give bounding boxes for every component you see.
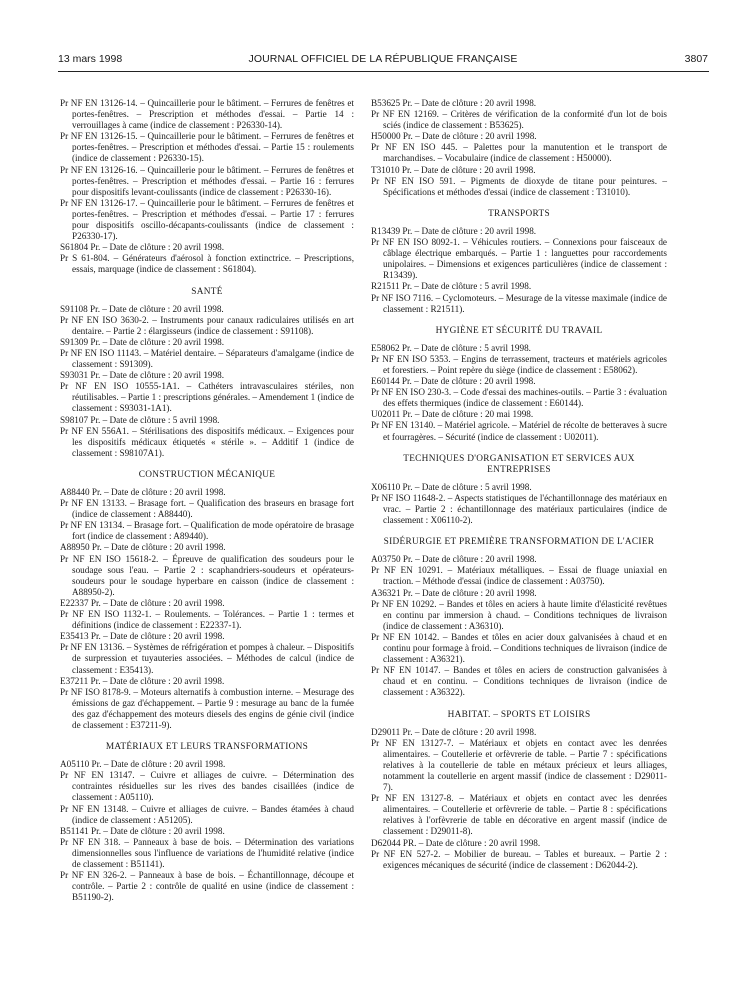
notice-entry: S98107 Pr. – Date de clôture : 5 avril 1998. [60,414,220,425]
notice-entry: D29011 Pr. – Date de clôture : 20 avril 1998. [371,726,537,737]
notice-entry: Pr NF EN 318. – Panneaux à base de bois. – Détermination des variations dimensionnelles sous l'influence de variations de l'humidité relative (indice de classement : B51141). [60,836,354,869]
section-heading: TRANSPORTS [488,208,550,219]
notice-entry: Pr S 61-804. – Générateurs d'aérosol à fonction extinctrice. – Prescriptions, essais, marquage (indice de classement : S61804). [60,253,354,275]
notice-entry: D62044 PR. – Date de clôture : 20 avril 1998. [371,837,541,848]
notice-entry: S93031 Pr. – Date de clôture : 20 avril 1998. [60,370,225,381]
notice-entry: S61804 Pr. – Date de clôture : 20 avril 1998. [60,242,225,253]
notice-entry: R13439 Pr. – Date de clôture : 20 avril 1998. [371,225,537,236]
notice-entry: Pr NF EN 12169. – Critères de vérification de la conformité d'un lot de bois sciés (indice de classement : B53625). [371,109,667,131]
notice-entry: Pr NF EN 13133. – Brasage fort. – Qualification des braseurs en brasage fort (indice de classement : A88440). [60,498,354,520]
notice-entry: Pr NF ISO 8178-9. – Moteurs alternatifs à combustion interne. – Mesurage des émissions de gaz d'échappement. – Partie 9 : mesurage au banc de la fumée des gaz d'échappement des moteurs diesels des engins de génie civil (indice de classement : E37211-9). [60,686,354,730]
notice-entry: Pr NF EN 10147. – Bandes et tôles en aciers de construction galvanisées à chaud et en continu. – Conditions techniques de livraison (indice de classement : A36322). [371,665,667,698]
right-column [371,98,667,871]
notice-entry: A03750 Pr. – Date de clôture : 20 avril 1998. [371,554,537,565]
notice-entry: U02011 Pr. – Date de clôture : 20 mai 1998. [371,409,534,420]
notice-entry: Pr NF EN 13126-15. – Quincaillerie pour le bâtiment. – Ferrures de fenêtres et portes-fenêtres. – Prescription et méthodes d'essai. – Partie 15 : roulements (indice de classement : P26330-15). [60,131,354,164]
notice-entry: A88950 Pr. – Date de clôture : 20 avril 1998. [60,542,226,553]
notice-entry: Pr NF EN 10142. – Bandes et tôles en acier doux galvanisées à chaud et en continu pour formage à froid. – Conditions techniques de livraison (indice de classement : A36321). [371,631,667,665]
notice-entry: Pr NF EN ISO 8092-1. – Véhicules routiers. – Connexions pour faisceaux de câblage électrique embarqués. – Partie 1 : languettes pour raccordements unipolaires. – Dimensions et exigences particulières (indice de classement : R13439). [371,237,667,281]
notice-entry: B51141 Pr. – Date de clôture : 20 avril 1998. [60,825,225,836]
notice-entry: Pr NF EN ISO 10555-1A1. – Cathéters intravasculaires stériles, non réutilisables. – Partie 1 : prescriptions générales. – Amendement 1 (indice de classement : S93031-1A1). [60,381,354,414]
notice-entry: Pr NF EN 13127-7. – Matériaux et objets en contact avec les denrées alimentaires. – Coutellerie et orfèvrerie de table. – Partie 7 : spécifications relatives à la coutellerie de table en métaux précieux et leurs alliages, notamment la coutellerie en argent massif (indice de classement : D29011-7). [371,737,667,793]
header-rule [58,71,709,72]
notice-entry: Pr NF EN 13126-16. – Quincaillerie pour le bâtiment. – Ferrures de fenêtres et portes-fenêtres. – Prescription et méthodes d'essai. – Partie 16 : ferrures pour dispositifs levant-coulissants (indice de classement : P26330-16). [60,164,354,197]
notice-entry: E37211 Pr. – Date de clôture : 20 avril 1998. [60,675,225,686]
notice-entry: A05110 Pr. – Date de clôture : 20 avril 1998. [60,759,226,770]
notice-entry: Pr NF EN 13126-14. – Quincaillerie pour le bâtiment. – Ferrures de fenêtres et portes-fenêtres. – Prescription et méthodes d'essai. – Partie 14 : verrouillages à came (indice de classement : P26330-14). [60,98,354,131]
notice-entry: Pr NF EN 13140. – Matériel agricole. – Matériel de récolte de betteraves à sucre et fourragères. – Sécurité (indice de classement : U02011). [371,420,667,442]
notice-entry: Pr NF EN 527-2. – Mobilier de bureau. – Tables et bureaux. – Partie 2 : exigences mécaniques de sécurité (indice de classement : D62044-2). [371,848,667,870]
notice-entry: Pr NF EN 13136. – Systèmes de réfrigération et pompes à chaleur. – Dispositifs de surpression et tuyauteries associées. – Méthodes de calcul (indice de classement : E35413). [60,642,354,675]
notice-entry: B53625 Pr. – Date de clôture : 20 avril 1998. [371,98,537,108]
notice-entry: R21511 Pr. – Date de clôture : 5 avril 1998. [371,281,532,292]
section-heading: HABITAT. – SPORTS ET LOISIRS [447,709,591,720]
notice-entry: Pr NF EN 13147. – Cuivre et alliages de cuivre. – Détermination des contraintes résiduelles sur les rives des bandes cisaillées (indice de classement : A05110). [60,770,354,803]
section-heading: CONSTRUCTION MÉCANIQUE [138,469,276,480]
notice-entry: Pr NF EN ISO 1132-1. – Roulements. – Tolérances. – Partie 1 : termes et définitions (indice de classement : E22337-1). [60,609,354,631]
notice-entry: Pr NF EN 10292. – Bandes et tôles en aciers à haute limite d'élasticité revêtues en continu par immersion à chaud. – Conditions techniques de livraison (indice de classement : A36310). [371,598,667,631]
header-date: 13 mars 1998 [58,53,123,65]
notice-entry: E60144 Pr. – Date de clôture : 20 avril 1998. [371,376,536,387]
notice-entry: T31010 Pr. – Date de clôture : 20 avril 1998. [371,164,536,175]
notice-entry: Pr NF ISO 11648-2. – Aspects statistiques de l'échantillonnage des matériaux en vrac. – Partie 2 : échantillonnage des matériaux particulaires (indice de classement : X06110-2). [371,492,667,526]
section-heading: SIDÉRURGIE ET PREMIÈRE TRANSFORMATION DE L'ACIER [383,537,655,548]
section-heading: MATÉRIAUX ET LEURS TRANSFORMATIONS [105,742,309,753]
notice-entry: X06110 Pr. – Date de clôture : 5 avril 1998. [371,481,532,492]
section-heading: SANTÉ [191,286,223,297]
notice-entry: E22337 Pr. – Date de clôture : 20 avril 1998. [60,597,225,608]
notice-entry: H50000 Pr. – Date de clôture : 20 avril 1998. [371,131,537,142]
notice-entry: Pr NF EN ISO 445. – Palettes pour la manutention et le transport de marchandises. – Vocabulaire (indice de classement : H50000). [371,142,667,164]
notice-entry: S91108 Pr. – Date de clôture : 20 avril 1998. [60,303,224,314]
notice-entry: Pr NF EN 10291. – Matériaux métalliques. – Essai de fluage uniaxial en traction. – Méthode d'essai (indice de classement : A03750). [371,565,667,587]
section-heading: HYGIÈNE ET SÉCURITÉ DU TRAVAIL [435,325,603,336]
notice-entry: Pr NF EN ISO 591. – Pigments de dioxyde de titane pour peintures. – Spécifications et méthodes d'essai (indice de classement : T31010). [371,175,667,197]
notice-entry: Pr NF EN ISO 15618-2. – Épreuve de qualification des soudeurs pour le soudage sous l'eau. – Partie 2 : scaphandriers-soudeurs et opérateurs-soudeurs pour le soudage hyperbare en caisson (indice de classement : A88950-2). [60,553,354,597]
page-number: 3807 [684,53,708,65]
section-heading: TECHNIQUES D'ORGANISATION ET SERVICES AUX ENTREPRISES [403,453,635,475]
notice-entry: Pr NF EN 13126-17. – Quincaillerie pour le bâtiment. – Ferrures de fenêtres et portes-fenêtres. – Prescription et méthodes d'essai. – Partie 17 : ferrures pour dispositifs oscillo-décapants-coulissants (indice de classement : P26330-17). [60,197,354,242]
page-header [58,50,708,72]
notice-entry: Pr NF EN 326-2. – Panneaux à base de bois. – Échantillonnage, découpe et contrôle. – Partie 2 : contrôle de qualité en usine (indice de classement : B51190-2). [60,870,354,903]
notice-entry: Pr NF EN ISO 5353. – Engins de terrassement, tracteurs et matériels agricoles et forestiers. – Point repère du siège (indice de classement : E58062). [371,353,667,375]
notice-entry: S91309 Pr. – Date de clôture : 20 avril 1998. [60,336,225,347]
notice-entry: Pr NF EN ISO 11143. – Matériel dentaire. – Séparateurs d'amalgame (indice de classement : S91309). [60,347,354,370]
notice-entry: Pr NF EN ISO 3630-2. – Instruments pour canaux radiculaires utilisés en art dentaire. – Partie 2 : élargisseurs (indice de classement : S91108). [60,314,354,336]
notice-entry: E35413 Pr. – Date de clôture : 20 avril 1998. [60,631,225,642]
notice-entry: Pr NF EN 13134. – Brasage fort. – Qualification de mode opératoire de brasage fort (indice de classement : A89440). [60,520,354,542]
notice-entry: Pr NF EN 13148. – Cuivre et alliages de cuivre. – Bandes étamées à chaud (indice de classement : A51205). [60,803,354,825]
notice-entry: A36321 Pr. – Date de clôture : 20 avril 1998. [371,587,537,598]
notice-entry: Pr NF ISO 7116. – Cyclomoteurs. – Mesurage de la vitesse maximale (indice de classement : R21511). [371,292,667,314]
notice-entry: Pr NF EN ISO 230-3. – Code d'essai des machines-outils. – Partie 3 : évaluation des effets thermiques (indice de classement : E60144). [371,387,667,409]
notice-entry: E58062 Pr. – Date de clôture : 5 avril 1998. [371,342,531,353]
notice-entry: Pr NF EN 556A1. – Stérilisations des dispositifs médicaux. – Exigences pour les dispositifs médicaux étiquetés « stérile ». – Additif 1 (indice de classement : S98107A1). [60,425,354,458]
left-column [60,98,354,903]
journal-title: JOURNAL OFFICIEL DE LA RÉPUBLIQUE FRANÇAISE [248,53,518,65]
notice-entry: A88440 Pr. – Date de clôture : 20 avril 1998. [60,487,226,497]
notice-entry: Pr NF EN 13127-8. – Matériaux et objets en contact avec les denrées alimentaires. – Coutellerie et orfèvrerie de table. – Partie 8 : spécifications relatives à l'orfèvrerie de table en décorative en argent massif (indice de classement : D29011-8). [371,793,667,837]
